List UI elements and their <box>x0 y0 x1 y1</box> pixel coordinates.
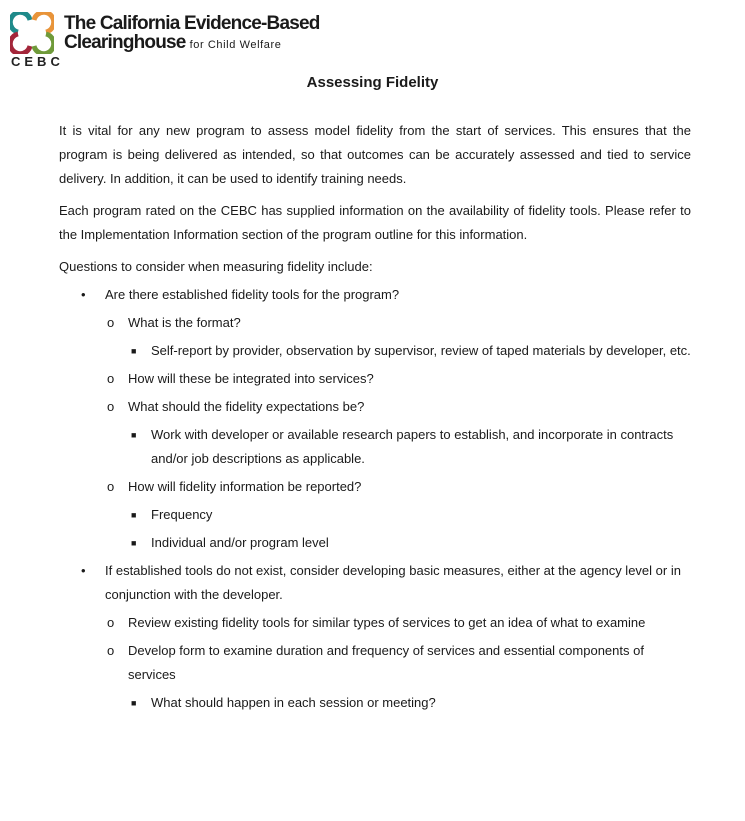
square-bullet-icon: ■ <box>131 510 137 520</box>
square-bullet-icon: ■ <box>131 346 137 356</box>
list-item <box>105 475 691 555</box>
list-item <box>128 423 691 471</box>
list-item <box>105 311 691 363</box>
list-item-text: What is the format? <box>128 315 241 330</box>
list-item <box>105 395 691 471</box>
list-item-text: Self-report by provider, observation by supervisor, review of taped materials by developer, etc. <box>151 343 691 358</box>
list-item <box>59 283 691 555</box>
document-body <box>59 119 691 715</box>
list-item <box>105 611 691 635</box>
list-item-text: How will these be integrated into services? <box>128 371 374 386</box>
list-item-text: Work with developer or available research papers to establish, and incorporate in contracts and/or job descriptions as applicable. <box>151 427 674 466</box>
rings-logo-icon <box>10 12 54 54</box>
list-item <box>59 559 691 715</box>
square-bullet-icon: ■ <box>131 538 137 548</box>
list-item-text: Develop form to examine duration and frequency of services and essential components of services <box>128 643 644 682</box>
cebc-logo <box>8 10 320 70</box>
logo-title-line2: Clearinghouse <box>64 32 186 53</box>
list-item-text: Frequency <box>151 507 213 522</box>
sub-list <box>105 611 691 715</box>
list-item-text: How will fidelity information be reported? <box>128 479 362 494</box>
list-item-text: What should the fidelity expectations be? <box>128 399 365 414</box>
circle-bullet-icon: o <box>107 371 115 386</box>
paragraph: Each program rated on the CEBC has supplied information on the availability of fidelity tools. Please refer to the Implementation Information section of the program outline for this information. <box>59 203 691 242</box>
list-item-text: What should happen in each session or meeting? <box>151 695 436 710</box>
square-bullet-icon: ■ <box>131 430 137 440</box>
paragraph: It is vital for any new program to assess model fidelity from the start of services. This ensures that the program is being delivered as intended, so that outcomes can be accurately assessed and tied to service delivery. In addition, it can be used to identify training needs. <box>59 123 691 186</box>
list-item <box>128 531 691 555</box>
paragraph: Questions to consider when measuring fidelity include: <box>59 259 373 274</box>
bullet-list <box>59 283 691 715</box>
list-item-text: Are there established fidelity tools for the program? <box>105 287 400 302</box>
square-bullet-icon: ■ <box>131 698 137 708</box>
list-item <box>128 691 691 715</box>
sub-list <box>105 311 691 555</box>
list-item <box>128 503 691 527</box>
list-item-text: Individual and/or program level <box>151 535 329 550</box>
logo-abbreviation: CEBC <box>11 54 64 69</box>
sub-sub-list <box>128 423 691 471</box>
bullet-icon: • <box>81 563 86 578</box>
list-item <box>128 339 691 363</box>
logo-title-suffix: for Child Welfare <box>189 39 282 51</box>
list-item-text: Review existing fidelity tools for similar types of services to get an idea of what to examine <box>128 615 646 630</box>
list-item <box>105 639 691 715</box>
sub-sub-list <box>128 339 691 363</box>
bullet-icon: • <box>81 287 86 302</box>
list-item-text: If established tools do not exist, consider developing basic measures, either at the agency level or in conjunction with the developer. <box>105 563 681 602</box>
circle-bullet-icon: o <box>107 479 115 494</box>
sub-sub-list <box>128 691 691 715</box>
circle-bullet-icon: o <box>107 643 115 658</box>
circle-bullet-icon: o <box>107 615 115 630</box>
sub-sub-list <box>128 503 691 555</box>
logo-title-line1: The California Evidence-Based <box>64 13 320 34</box>
logo-title <box>64 14 320 55</box>
circle-bullet-icon: o <box>107 399 115 414</box>
list-item <box>105 367 691 391</box>
page-title: Assessing Fidelity <box>306 74 439 91</box>
circle-bullet-icon: o <box>107 315 115 330</box>
